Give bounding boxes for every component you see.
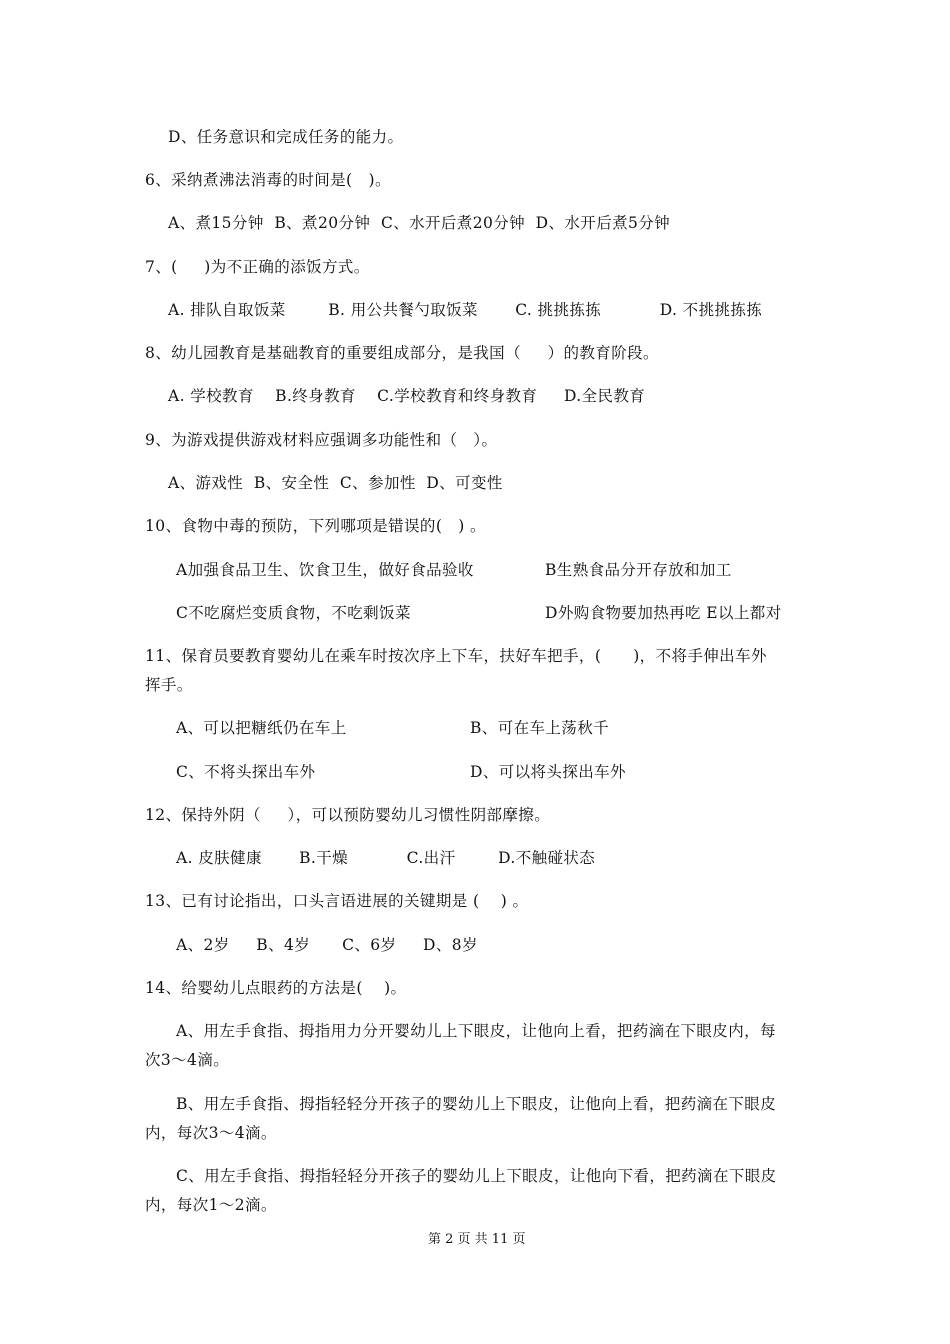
question-14-option-c: C、用左手食指、拇指轻轻分开孩子的婴幼儿上下眼皮，让他向下看，把药滴在下眼皮 bbox=[176, 1167, 777, 1185]
question-6-options: A、煮15分钟 B、煮20分钟 C、水开后煮20分钟 D、水开后煮5分钟 bbox=[168, 214, 671, 232]
question-10-option-c: C不吃腐烂变质食物，不吃剩饭菜 bbox=[176, 604, 411, 622]
question-14-option-b-cont: 内，每次3～4滴。 bbox=[145, 1124, 277, 1142]
question-14: 14、给婴幼儿点眼药的方法是( )。 bbox=[145, 979, 407, 997]
question-11-option-b: B、可在车上荡秋千 bbox=[470, 719, 609, 737]
question-11-option-d: D、可以将头探出车外 bbox=[470, 763, 626, 781]
question-14-option-c-cont: 内，每次1～2滴。 bbox=[145, 1196, 277, 1214]
question-12: 12、保持外阴（ ），可以预防婴幼儿习惯性阴部摩擦。 bbox=[145, 806, 551, 824]
question-11-cont: 挥手。 bbox=[145, 676, 193, 694]
question-7-options: A. 排队自取饭菜 B. 用公共餐勺取饭菜 C. 挑挑拣拣 D. 不挑挑拣拣 bbox=[168, 301, 763, 319]
question-10-option-b: B生熟食品分开存放和加工 bbox=[545, 561, 732, 579]
page-footer: 第 2 页 共 11 页 bbox=[428, 1232, 526, 1247]
question-7: 7、( )为不正确的添饭方式。 bbox=[145, 258, 370, 276]
question-13-options: A、2岁 B、4岁 C、6岁 D、8岁 bbox=[176, 936, 478, 954]
question-9: 9、为游戏提供游戏材料应强调多功能性和（ ）。 bbox=[145, 431, 498, 449]
question-10: 10、食物中毒的预防，下列哪项是错误的( ) 。 bbox=[145, 517, 486, 535]
question-11-option-a: A、可以把糖纸仍在车上 bbox=[176, 719, 347, 737]
question-14-option-a: A、用左手食指、拇指用力分开婴幼儿上下眼皮，让他向上看，把药滴在下眼皮内，每 bbox=[176, 1022, 776, 1040]
question-12-options: A. 皮肤健康 B.干燥 C.出汗 D.不触碰状态 bbox=[176, 849, 596, 867]
question-14-option-a-cont: 次3～4滴。 bbox=[145, 1051, 230, 1069]
question-8: 8、幼儿园教育是基础教育的重要组成部分，是我国（ ）的教育阶段。 bbox=[145, 344, 659, 362]
question-10-option-a: A加强食品卫生、饮食卫生，做好食品验收 bbox=[176, 561, 474, 579]
question-10-option-de: D外购食物要加热再吃 E以上都对 bbox=[545, 604, 782, 622]
question-9-options: A、游戏性 B、安全性 C、参加性 D、可变性 bbox=[168, 474, 503, 492]
question-14-option-b: B、用左手食指、拇指轻轻分开孩子的婴幼儿上下眼皮，让他向上看，把药滴在下眼皮 bbox=[176, 1095, 777, 1113]
question-13: 13、已有讨论指出，口头言语进展的关键期是 ( ) 。 bbox=[145, 892, 529, 910]
question-11: 11、保育员要教育婴幼儿在乘车时按次序上下车，扶好车把手，( )，不将手伸出车外 bbox=[145, 647, 767, 665]
question-6: 6、采纳煮沸法消毒的时间是( )。 bbox=[145, 171, 391, 189]
question-11-option-c: C、不将头探出车外 bbox=[176, 763, 316, 781]
text-line: D、任务意识和完成任务的能力。 bbox=[168, 128, 404, 146]
question-8-options: A. 学校教育 B.终身教育 C.学校教育和终身教育 D.全民教育 bbox=[168, 387, 646, 405]
